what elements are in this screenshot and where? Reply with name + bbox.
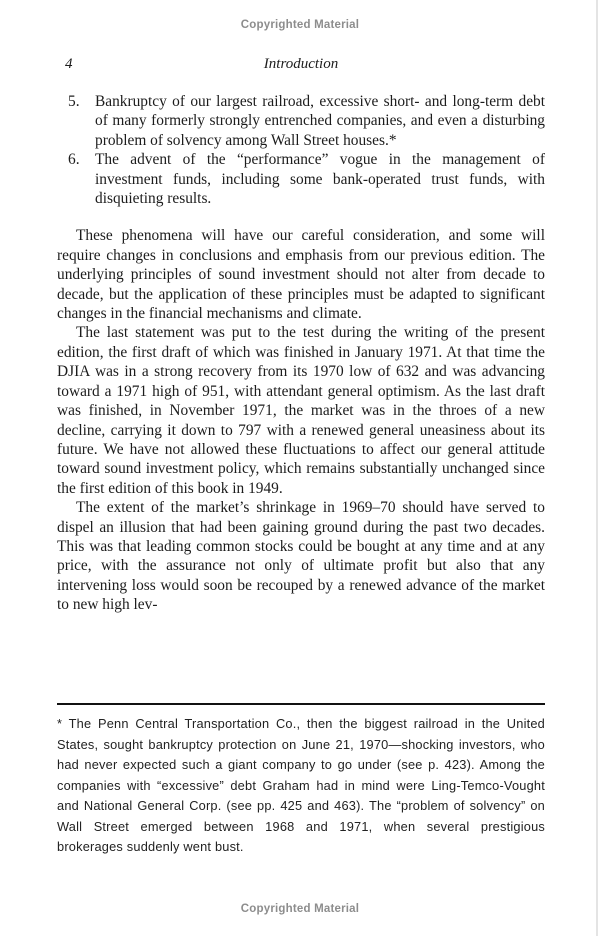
body-paragraph: The extent of the market’s shrinkage in 1969–70 should have served to dispel an illusion that had been gaining ground during the past two decades. This was that leading common stocks could be bought at any time and at any price, with the assurance not only of ultimate profit but also that any intervening loss would soon be recouped by a renewed advance of the market to new high lev-	[57, 499, 545, 614]
list-item-5	[68, 92, 545, 150]
numbered-list	[57, 92, 545, 208]
list-item-text: The advent of the “performance” vogue in the management of investment funds, including some bank-operated trust funds, with disquieting results.	[95, 151, 545, 208]
page-body	[57, 92, 545, 615]
page-edge	[596, 0, 598, 936]
list-item-text: Bankruptcy of our largest railroad, excessive short- and long-term debt of many formerly strongly entrenched companies, and even a disturbing problem of solvency among Wall Street houses.*	[95, 93, 545, 149]
page-number: 4	[65, 56, 73, 72]
body-paragraph: The last statement was put to the test during the writing of the present edition, the first draft of which was finished in January 1971. At that time the DJIA was in a strong recovery from its 1970 low of 632 and was advancing toward a 1971 high of 951, with attendant general optimism. As the last draft was finished, in November 1971, the market was in the throes of a new decline, carrying it down to 797 with a renewed general uneasiness about its future. We have not allowed these fluctuations to affect our general attitude toward sound investment policy, which remains substantially unchanged since the first edition of this book in 1949.	[57, 324, 545, 497]
copyright-notice-top: Copyrighted Material	[240, 19, 360, 31]
list-item-number: 5.	[68, 93, 80, 110]
body-paragraph: These phenomena will have our careful consideration, and some will require changes in conclusions and emphasis from our previous edition. The underlying principles of sound investment should not alter from decade to decade, but the application of these principles must be adapted to significant changes in the financial mechanisms and climate.	[57, 227, 545, 323]
page-header	[57, 56, 545, 76]
running-head: Introduction	[263, 56, 339, 72]
copyright-notice-bottom: Copyrighted Material	[240, 903, 360, 915]
footnote-section	[57, 703, 545, 858]
footnote: * The Penn Central Transportation Co., then the biggest railroad in the United States, sought bankruptcy protection on June 21, 1970—shocking investors, who had never expected such a giant company to go under (see p. 423). Among the companies with “excessive” debt Graham had in mind were Ling-Temco-Vought and National General Corp. (see pp. 425 and 463). The “problem of solvency” on Wall Street emerged between 1968 and 1971, when several prestigious brokerages suddenly went bust.	[57, 716, 545, 854]
list-item-number: 6.	[68, 151, 80, 169]
list-item-6	[68, 150, 545, 208]
